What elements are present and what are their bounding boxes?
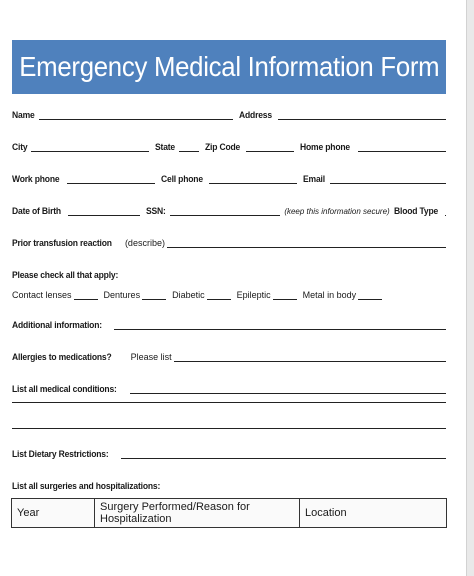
- cell-phone-label: Cell phone: [160, 174, 203, 185]
- conditions-label: List all medical conditions:: [12, 384, 117, 395]
- row-city: [12, 142, 446, 153]
- diabetic-label: Diabetic: [172, 290, 205, 300]
- email-field[interactable]: [330, 183, 446, 184]
- row-phones: [12, 174, 446, 185]
- header-surgery: Surgery Performed/Reason for Hospitalization: [95, 499, 300, 528]
- header-year: Year: [12, 499, 95, 528]
- cell-phone-field[interactable]: [209, 183, 297, 184]
- ssn-field[interactable]: [170, 215, 280, 216]
- transfusion-label: Prior transfusion reaction: [12, 238, 112, 249]
- contact-lenses-label: Contact lenses: [12, 290, 72, 300]
- conditions-field[interactable]: [130, 393, 446, 394]
- work-phone-field[interactable]: [67, 183, 155, 184]
- allergies-field[interactable]: [174, 361, 446, 362]
- name-field[interactable]: [39, 119, 233, 120]
- conditions-line-2[interactable]: [12, 402, 446, 403]
- zip-label: Zip Code: [205, 142, 241, 153]
- metal-label: Metal in body: [302, 290, 357, 300]
- contact-lenses-check[interactable]: [74, 299, 98, 300]
- city-field[interactable]: [31, 151, 149, 152]
- row-allergies: [12, 352, 446, 363]
- state-label: State: [155, 142, 176, 153]
- blood-type-label: Blood Type: [393, 206, 438, 217]
- title-banner: [12, 40, 446, 94]
- dentures-check[interactable]: [142, 299, 166, 300]
- transfusion-field[interactable]: [167, 247, 446, 248]
- ssn-note: (keep this information secure): [284, 207, 390, 216]
- additional-field[interactable]: [114, 329, 446, 330]
- header-location: Location: [300, 499, 447, 528]
- dob-label: Date of Birth: [12, 206, 61, 217]
- metal-check[interactable]: [358, 299, 382, 300]
- name-label: Name: [12, 110, 35, 121]
- row-check-all: [12, 270, 446, 281]
- epileptic-label: Epileptic: [236, 290, 271, 300]
- surgeries-table: [11, 498, 447, 528]
- epileptic-check[interactable]: [273, 299, 297, 300]
- row-dob: [12, 206, 446, 217]
- state-field[interactable]: [179, 151, 199, 152]
- diabetic-check[interactable]: [207, 299, 231, 300]
- email-label: Email: [303, 174, 326, 185]
- check-all-label: Please check all that apply:: [12, 270, 119, 281]
- home-phone-label: Home phone: [300, 142, 351, 153]
- conditions-line-3[interactable]: [12, 428, 446, 429]
- row-checklist: [12, 290, 446, 301]
- form-title: Emergency Medical Information Form: [18, 51, 440, 82]
- table-row: [12, 499, 447, 528]
- dob-field[interactable]: [68, 215, 140, 216]
- surgeries-label: List all surgeries and hospitalizations:: [12, 481, 161, 492]
- address-field[interactable]: [278, 119, 446, 120]
- city-label: City: [12, 142, 28, 153]
- blood-type-field[interactable]: [445, 215, 446, 216]
- row-additional: [12, 320, 446, 331]
- row-dietary: [12, 449, 446, 460]
- address-label: Address: [239, 110, 273, 121]
- zip-field[interactable]: [246, 151, 294, 152]
- row-conditions: [12, 384, 446, 395]
- ssn-label: SSN:: [146, 206, 167, 217]
- dietary-field[interactable]: [121, 458, 446, 459]
- dietary-label: List Dietary Restrictions:: [12, 449, 109, 460]
- transfusion-describe: (describe): [124, 238, 165, 248]
- additional-label: Additional information:: [12, 320, 102, 331]
- please-list-label: Please list: [130, 352, 172, 362]
- allergies-label: Allergies to medications?: [12, 352, 112, 363]
- work-phone-label: Work phone: [12, 174, 60, 185]
- home-phone-field[interactable]: [358, 151, 446, 152]
- dentures-label: Dentures: [103, 290, 141, 300]
- row-transfusion: [12, 238, 446, 249]
- row-name-address: [12, 110, 446, 121]
- row-surgeries: [12, 481, 446, 492]
